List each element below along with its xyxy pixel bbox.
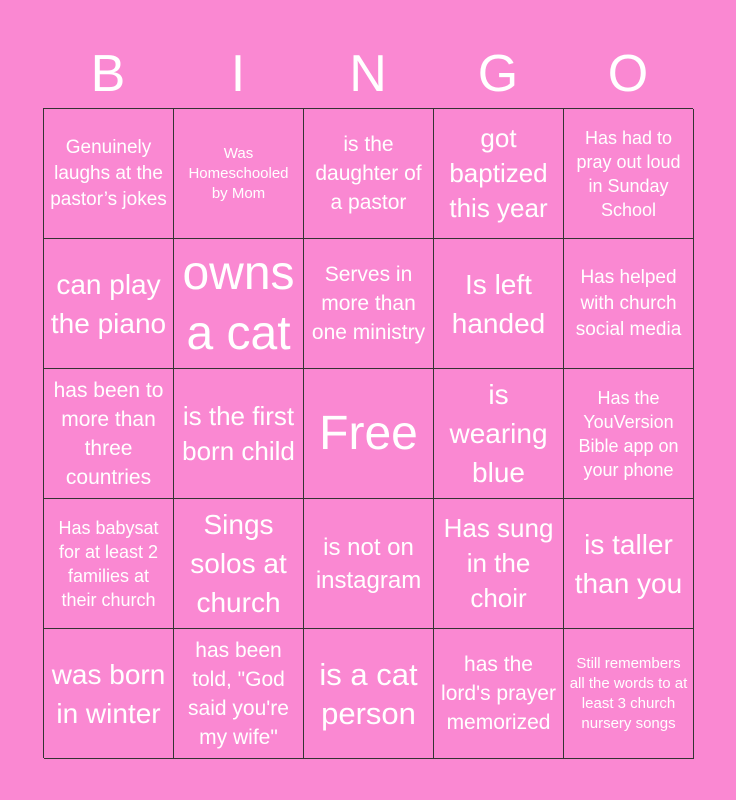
bingo-cell-r1c1[interactable] <box>44 109 174 239</box>
bingo-cell-r1c2[interactable] <box>174 109 304 239</box>
bingo-cell-r1c4[interactable] <box>434 109 564 239</box>
cell-text: Has sung in the choir <box>443 513 554 613</box>
cell-text: is taller than you <box>574 528 683 599</box>
cell-text: Has had to pray out loud in Sunday School <box>576 127 681 220</box>
cell-text: has been told, "God said you're my wife" <box>188 638 289 749</box>
bingo-cell-r2c2[interactable] <box>174 239 304 369</box>
bingo-cell-r4c1[interactable] <box>44 499 174 629</box>
cell-text: can play the piano <box>50 268 167 339</box>
bingo-cell-r4c3[interactable] <box>304 499 434 629</box>
bingo-cell-r5c4[interactable] <box>434 629 564 759</box>
title-letter-o: O <box>607 45 649 103</box>
cell-text: Genuinely laughs at the pastor’s jokes <box>50 136 167 210</box>
bingo-cell-r5c1[interactable] <box>44 629 174 759</box>
bingo-cell-r3c2[interactable] <box>174 369 304 499</box>
cell-text: got baptized this year <box>449 123 548 223</box>
cell-text: Has helped with church social media <box>575 266 682 340</box>
bingo-cell-r2c1[interactable] <box>44 239 174 369</box>
bingo-grid <box>43 108 693 758</box>
bingo-cell-r2c4[interactable] <box>434 239 564 369</box>
bingo-cell-r2c5[interactable] <box>564 239 694 369</box>
bingo-cell-r4c2[interactable] <box>174 499 304 629</box>
bingo-cell-r4c5[interactable] <box>564 499 694 629</box>
title-letter-i: I <box>230 45 246 103</box>
bingo-cell-r2c3[interactable] <box>304 239 434 369</box>
cell-text: Sings solos at church <box>190 509 287 618</box>
bingo-title <box>43 42 693 106</box>
free-space-label: Free <box>319 406 418 460</box>
cell-text: Has babysat for at least 2 families at their church <box>58 517 159 610</box>
cell-text: Still remembers all the words to at least 3 church nursery songs <box>569 654 688 732</box>
cell-text: owns a cat <box>182 246 295 360</box>
bingo-cell-r5c2[interactable] <box>174 629 304 759</box>
cell-text: has been to more than three countries <box>53 378 164 489</box>
cell-text: is not on instagram <box>315 533 422 594</box>
cell-text: was born in winter <box>51 658 166 729</box>
cell-text: has the lord's prayer memorized <box>441 653 556 734</box>
cell-text: is a cat person <box>319 656 418 731</box>
bingo-cell-r3c4[interactable] <box>434 369 564 499</box>
cell-text: is the daughter of a pastor <box>315 133 422 214</box>
bingo-cell-r1c3[interactable] <box>304 109 434 239</box>
cell-text: Was Homeschooled by Mom <box>188 144 289 202</box>
cell-text: Is left handed <box>451 268 546 339</box>
bingo-cell-r1c5[interactable] <box>564 109 694 239</box>
bingo-cell-r3c5[interactable] <box>564 369 694 499</box>
bingo-cell-r5c5[interactable] <box>564 629 694 759</box>
title-letter-n: N <box>349 45 387 103</box>
cell-text: is wearing blue <box>449 379 548 488</box>
cell-text: is the first born child <box>182 400 295 466</box>
bingo-cell-free[interactable] <box>304 369 434 499</box>
bingo-cell-r4c4[interactable] <box>434 499 564 629</box>
bingo-cell-r3c1[interactable] <box>44 369 174 499</box>
cell-text: Serves in more than one ministry <box>311 263 426 344</box>
cell-text: Has the YouVersion Bible app on your phone <box>578 387 679 480</box>
title-letter-b: B <box>90 45 126 103</box>
title-letter-g: G <box>477 45 519 103</box>
bingo-cell-r5c3[interactable] <box>304 629 434 759</box>
